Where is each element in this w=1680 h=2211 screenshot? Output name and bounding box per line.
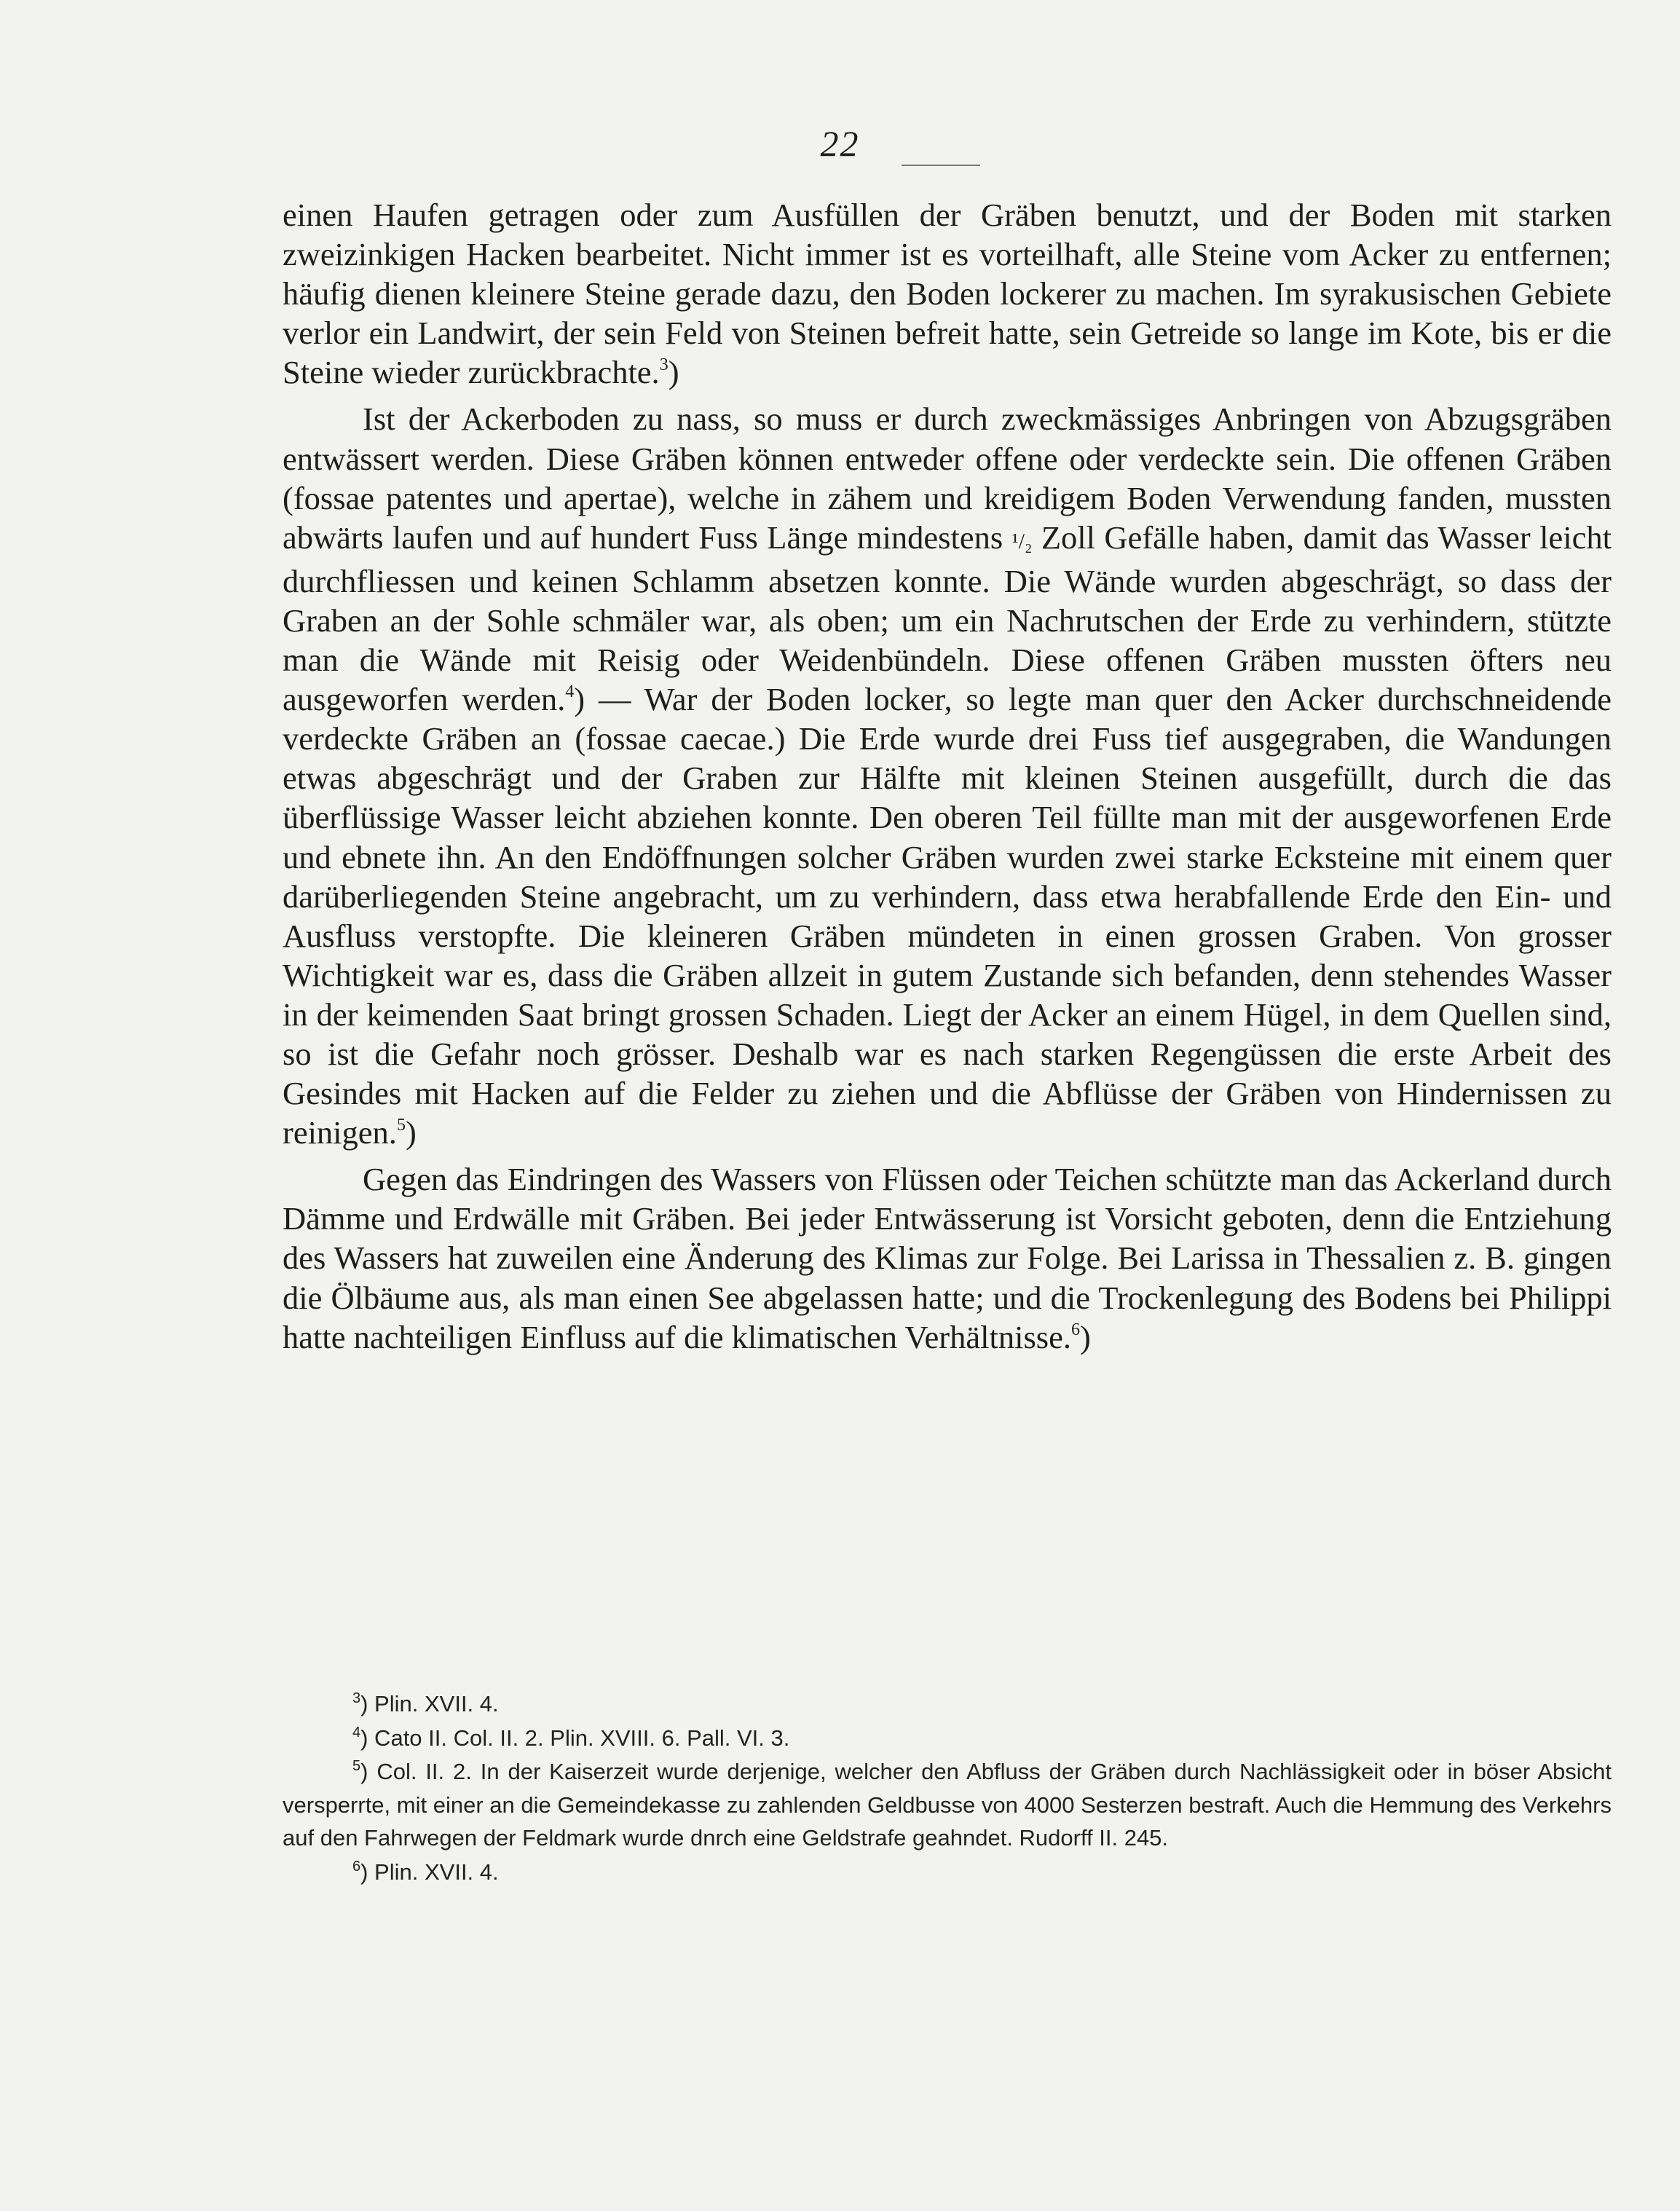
body-text: [283, 195, 1612, 1357]
footnote-4: [283, 1721, 1612, 1755]
note-ref-4: 4: [565, 682, 575, 702]
footnote-3: [283, 1687, 1612, 1721]
paragraph-2-part-1: Ist der Ackerboden zu nass, so muss er durch zweckmässiges Anbringen von Abzugsgräben entwässert werden. Diese Gräben können entweder offene oder verdeckte sein. Die offenen Gräben (fossae patentes und apertae), welche in zähem und kreidigem Boden Verwendung fanden, mussten abwärts laufen und auf hundert Fuss Länge mindestens: [283, 401, 1612, 556]
paragraph-3: [283, 1159, 1612, 1356]
footnote-mark: 3: [352, 1690, 361, 1706]
paragraph-1: [283, 195, 1612, 392]
page-number: 22: [820, 123, 860, 164]
paragraph-2-tail: ): [405, 1114, 417, 1151]
note-ref-3: 3: [659, 355, 669, 375]
footnote-text: ) Cato II. Col. II. 2. Plin. XVIII. 6. Pall. VI. 3.: [360, 1725, 790, 1751]
paragraph-1-text: einen Haufen getragen oder zum Ausfüllen der Gräben benutzt, und der Boden mit starken zweizinkigen Hacken bearbeitet. Nicht immer ist es vorteilhaft, alle Steine vom Acker zu entfernen; häufig dienen kleinere Steine gerade dazu, den Boden lockerer zu machen. Im syrakusischen Gebiete verlor ein Landwirt, der sein Feld von Steinen befreit hatte, sein Getreide so lange im Kote, bis er die Steine wieder zurückbrachte.: [283, 197, 1612, 391]
paragraph-2-part-3: ) — War der Boden locker, so legte man quer den Acker durchschneidende verdeckte Gräben an (fossae caecae.) Die Erde wurde drei Fuss tief ausgegraben, die Wandungen etwas abgeschrägt und der Graben zur Hälfte mit kleinen Steinen ausgefüllt, durch die das überflüssige Wasser leicht abziehen konnte. Den oberen Teil füllte man mit der ausgeworfenen Erde und ebnete ihn. An den Endöffnungen solcher Gräben wurden zwei starke Ecksteine mit einem quer darüberliegenden Steine angebracht, um zu verhindern, dass etwa herabfallende Erde den Ein- und Ausfluss verstopfte. Die kleineren Gräben mündeten in einen grossen Graben. Von grosser Wichtigkeit war es, dass die Gräben allzeit in gutem Zustande sich befanden, denn stehendes Wasser in der keimenden Saat bringt grossen Schaden. Liegt der Acker an einem Hügel, in dem Quellen sind, so ist die Gefahr noch grösser. Deshalb war es nach starken Regengüssen die erste Arbeit des Gesindes mit Hacken auf die Felder zu ziehen und die Abflüsse der Gräben von Hindernissen zu reinigen.: [283, 681, 1612, 1151]
paragraph-2: [283, 399, 1612, 1152]
footnote-mark: 6: [352, 1858, 361, 1875]
footnote-mark: 5: [352, 1758, 361, 1774]
paragraph-1-tail: ): [668, 354, 679, 391]
page-number-rule: [902, 165, 980, 166]
footnotes: [283, 1687, 1612, 1889]
fraction-half: ¹/₂: [1011, 529, 1033, 553]
paragraph-3-tail: ): [1079, 1318, 1091, 1355]
footnote-6: [283, 1855, 1612, 1889]
footnote-text: ) Col. II. 2. In der Kaiserzeit wurde derjenige, welcher den Abfluss der Gräben durch Nachlässigkeit oder in böser Absicht versperrte, mit einer an die Gemeindekasse zu zahlenden Geldbusse von 4000 Sesterzen bestraft. Auch die Hemmung des Verkehrs auf den Fahrwegen der Feldmark wurde dnrch eine Geldstrafe geahndet. Rudorff II. 245.: [283, 1759, 1612, 1851]
paragraph-3-text: Gegen das Eindringen des Wassers von Flüssen oder Teichen schützte man das Ackerland durch Dämme und Erdwälle mit Gräben. Bei jeder Entwässerung ist Vorsicht geboten, denn die Entziehung des Wassers hat zuweilen eine Änderung des Klimas zur Folge. Bei Larissa in Thessalien z. B. gingen die Ölbäume aus, als man einen See abgelassen hatte; und die Trockenlegung des Bodens bei Philippi hatte nachteiligen Einfluss auf die klimatischen Verhältnisse.: [283, 1161, 1612, 1355]
footnote-5: [283, 1755, 1612, 1855]
paragraph-2-part-2: Zoll Gefälle haben, damit das Wasser leicht durchfliessen und keinen Schlamm absetzen konnte. Die Wände wurden abgeschrägt, so dass der Graben an der Sohle schmäler war, als oben; um ein Nachrutschen der Erde zu verhindern, stützte man die Wände mit Reisig oder Weidenbündeln. Diese offenen Gräben mussten öfters neu ausgeworfen werden.: [283, 519, 1612, 718]
note-ref-5: 5: [396, 1116, 406, 1135]
footnote-text: ) Plin. XVII. 4.: [360, 1859, 499, 1885]
footnote-text: ) Plin. XVII. 4.: [360, 1691, 499, 1717]
note-ref-6: 6: [1070, 1320, 1080, 1339]
footnote-mark: 4: [352, 1725, 361, 1741]
